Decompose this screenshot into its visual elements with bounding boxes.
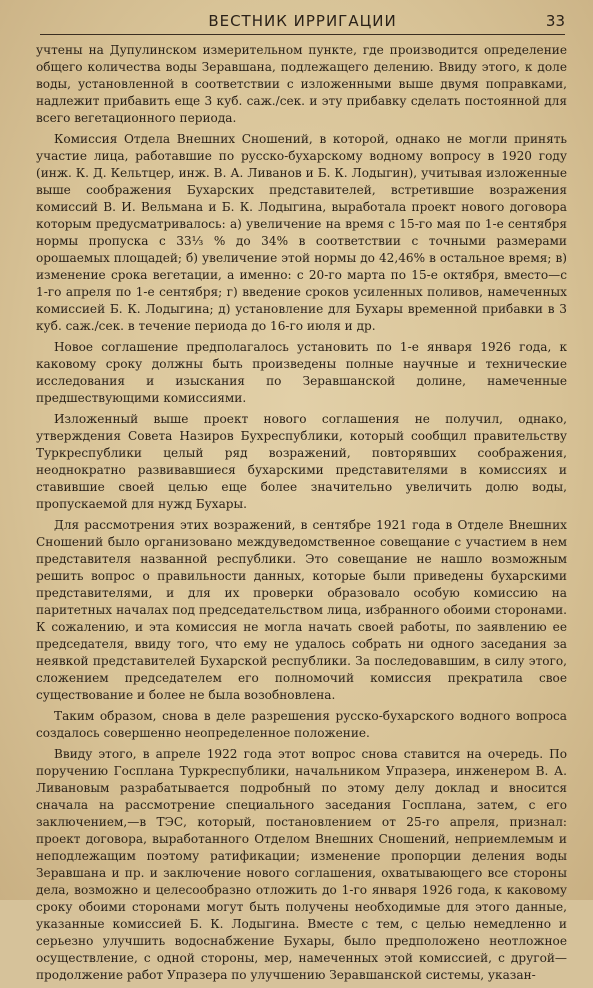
page-number: 33: [545, 12, 565, 30]
running-title: ВЕСТНИК ИРРИГАЦИИ: [208, 12, 397, 30]
paragraph: учтены на Дупулинском измерительном пункте, где производится определение общего количества воды Зеравшана, подлежащего делению. Ввиду этого, к доле воды, установленной в соответствии с изложенными выше двумя поправками, надлежит прибавить еще 3 куб. саж./сек. и эту прибавку сделать постоянной для всего вегетационного периода.: [36, 43, 567, 125]
page-header: [40, 8, 565, 35]
paragraph: Таким образом, снова в деле разрешения русско-бухарского водного вопроса создалось совершенно неопределенное положение.: [36, 709, 567, 740]
body-text: [36, 42, 567, 988]
paragraph: Изложенный выше проект нового соглашения не получил, однако, утверждения Совета Назиров Бухреспублики, который сообщил правительству Туркреспублики целый ряд возражений, повторявших соображения, неоднократно развивавшиеся бухарскими представителями в комиссиях и ставившие своей целью еще более значительно увеличить долю воды, пропускаемой для нужд Бухары.: [36, 412, 567, 511]
paragraph: Новое соглашение предполагалось установить по 1-е января 1926 года, к каковому сроку должны быть произведены полные научные и технические исследования и изыскания по Зеравшанской долине, намеченные предшествующими комиссиями.: [36, 340, 567, 405]
paragraph: Комиссия Отдела Внешних Сношений, в которой, однако не могли принять участие лица, работавшие по русско-бухарскому водному вопросу в 1920 году (инж. К. Д. Кельтцер, инж. В. А. Ливанов и Б. К. Лодыгин), учитывая изложенные выше соображения Бухарских представителей, встретившие возражения комиссий В. И. Вельмана и Б. К. Лодыгина, выработала проект нового договора которым предусматривалось: а) увеличение на время с 15-го мая по 1-е сентября нормы пропуска с 33⅓ % до 34% в соответствии с точными размерами орошаемых площадей; б) увеличение этой нормы до 42,46% в остальное время; в) изменение срока вегетации, а именно: с 20-го марта по 15-е октября, вместо—с 1-го апреля по 1-е сентября; г) введение сроков усиленных поливов, намеченных комиссией Б. К. Лодыгина; д) установление для Бухары временной прибавки в 3 куб. саж./сек. в течение периода до 16-го июля и др.: [36, 132, 567, 333]
paragraph: Ввиду этого, в апреле 1922 года этот вопрос снова ставится на очередь. По поручению Госплана Туркреспублики, начальником Упразера, инженером В. А. Ливановым разрабатывается подробный по этому делу доклад и вносится сначала на рассмотрение специального заседания Госплана, затем, с его заключением,—в ТЭС, который, постановлением от 25-го апреля, признал: проект договора, выработанного Отделом Внешних Сношений, неприемлемым и неподлежащим поэтому ратификации; изменение пропорции деления воды Зеравшана и пр. и заключение нового соглашения, охватывающего все стороны дела, возможно и целесообразно отложить до 1-го января 1926 года, к каковому сроку обоими сторонами могут быть получены необходимые для этого данные, указанные комиссией Б. К. Лодыгина. Вместе с тем, с целью немедленно и серьезно улучшить водоснабжение Бухары, было предположено неотложное осуществление, с одной стороны, мер, намеченных этой комиссией, с другой—продолжение работ Упразера по улучшению Зеравшанской системы, указан-: [36, 747, 567, 982]
paragraph: Для рассмотрения этих возражений, в сентябре 1921 года в Отделе Внешних Сношений было организовано междуведомственное совещание с участием в нем представителя названной республики. Это совещание не нашло возможным решить вопрос о правильности данных, которые были приведены бухарскими представителями, и для их проверки образовало особую комиссию на паритетных началах под председательством лица, избранного обоими сторонами. К сожалению, и эта комиссия не могла начать своей работы, по заявлению ее председателя, ввиду того, что ему не удалось собрать ни одного заседания за неявкой представителей Бухарской республики. За последовавшим, в силу этого, сложением председателем его полномочий комиссия прекратила свое существование и более не была возобновлена.: [36, 518, 567, 702]
